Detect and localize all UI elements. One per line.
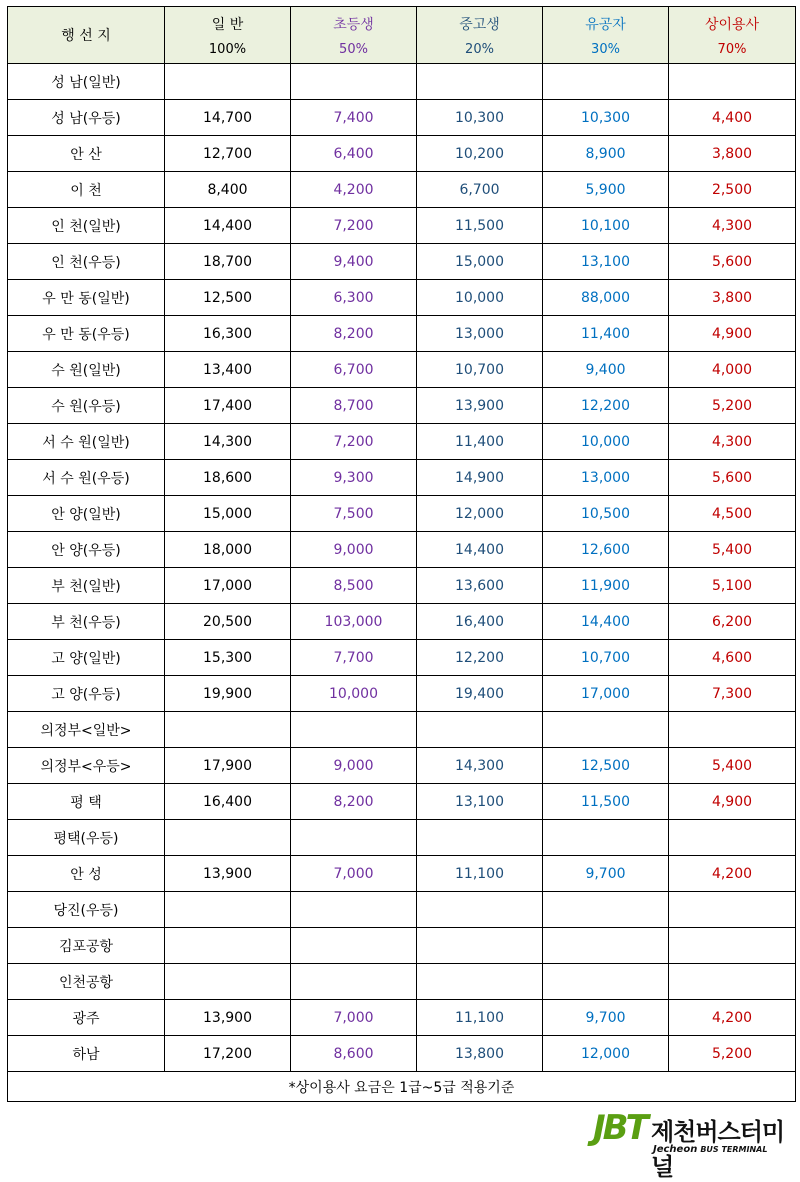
table-row	[8, 928, 796, 964]
fare-cell: 5,900	[543, 172, 669, 208]
fare-cell	[543, 964, 669, 1000]
table-row	[8, 964, 796, 1000]
fare-cell: 2,500	[669, 172, 796, 208]
destination-cell: 안 성	[8, 856, 165, 892]
destination-cell: 성 남(일반)	[8, 64, 165, 100]
header-percent: 20%	[465, 41, 494, 57]
fare-cell: 16,400	[165, 784, 291, 820]
fare-cell	[165, 928, 291, 964]
fare-cell: 9,700	[543, 1000, 669, 1036]
table-row	[8, 172, 796, 208]
fare-cell: 18,000	[165, 532, 291, 568]
fare-cell	[417, 64, 543, 100]
fare-cell: 7,200	[291, 208, 417, 244]
destination-cell: 평택(우등)	[8, 820, 165, 856]
fare-cell	[165, 892, 291, 928]
fare-cell	[669, 64, 796, 100]
fare-cell	[291, 928, 417, 964]
destination-cell: 부 천(우등)	[8, 604, 165, 640]
fare-cell: 5,400	[669, 748, 796, 784]
fare-cell: 3,800	[669, 280, 796, 316]
fare-cell: 11,400	[417, 424, 543, 460]
fare-cell: 19,400	[417, 676, 543, 712]
fare-cell	[669, 964, 796, 1000]
header-percent: 30%	[591, 41, 620, 57]
fare-cell: 11,100	[417, 856, 543, 892]
destination-cell: 안 양(우등)	[8, 532, 165, 568]
fare-cell: 5,400	[669, 532, 796, 568]
destination-cell: 안 양(일반)	[8, 496, 165, 532]
table-row	[8, 676, 796, 712]
destination-cell: 고 양(우등)	[8, 676, 165, 712]
table-row	[8, 136, 796, 172]
fare-cell	[669, 712, 796, 748]
destination-cell: 우 만 동(일반)	[8, 280, 165, 316]
fare-cell: 10,100	[543, 208, 669, 244]
fare-cell: 4,200	[669, 1000, 796, 1036]
header-destination: 행 선 지	[8, 7, 165, 64]
table-row	[8, 640, 796, 676]
fare-cell: 9,000	[291, 532, 417, 568]
fare-cell: 4,300	[669, 424, 796, 460]
fare-cell: 8,900	[543, 136, 669, 172]
fare-table-header	[8, 7, 796, 64]
fare-cell: 17,400	[165, 388, 291, 424]
logo-mark: JBT	[593, 1108, 646, 1148]
fare-cell: 7,500	[291, 496, 417, 532]
fare-cell: 103,000	[291, 604, 417, 640]
footnote: *상이용사 요금은 1급~5급 적용기준	[8, 1072, 796, 1102]
fare-cell: 10,500	[543, 496, 669, 532]
fare-cell: 10,200	[417, 136, 543, 172]
fare-cell: 16,300	[165, 316, 291, 352]
fare-cell: 10,300	[543, 100, 669, 136]
fare-cell: 7,700	[291, 640, 417, 676]
fare-cell: 14,700	[165, 100, 291, 136]
fare-cell: 5,100	[669, 568, 796, 604]
fare-cell: 10,700	[417, 352, 543, 388]
fare-cell: 17,000	[543, 676, 669, 712]
table-row	[8, 280, 796, 316]
fare-cell: 17,900	[165, 748, 291, 784]
fare-cell: 5,200	[669, 1036, 796, 1072]
fare-cell: 10,000	[291, 676, 417, 712]
logo-name: 제천버스터미널	[651, 1118, 785, 1181]
fare-cell: 12,200	[543, 388, 669, 424]
header-label: 초등생	[333, 16, 374, 33]
header-label: 일 반	[211, 16, 244, 33]
fare-cell: 88,000	[543, 280, 669, 316]
fare-cell: 10,300	[417, 100, 543, 136]
fare-cell: 12,500	[165, 280, 291, 316]
fare-cell: 14,300	[417, 748, 543, 784]
fare-cell	[165, 712, 291, 748]
fare-cell	[291, 964, 417, 1000]
fare-cell: 4,200	[669, 856, 796, 892]
fare-cell	[543, 712, 669, 748]
destination-cell: 우 만 동(우등)	[8, 316, 165, 352]
fare-cell: 6,700	[291, 352, 417, 388]
fare-cell: 4,300	[669, 208, 796, 244]
fare-cell: 5,600	[669, 244, 796, 280]
fare-cell: 4,200	[291, 172, 417, 208]
fare-cell	[669, 892, 796, 928]
fare-cell: 7,300	[669, 676, 796, 712]
header-label: 상이용사	[704, 16, 760, 33]
fare-cell: 13,100	[543, 244, 669, 280]
table-row	[8, 424, 796, 460]
table-row	[8, 892, 796, 928]
table-row	[8, 532, 796, 568]
fare-cell	[165, 820, 291, 856]
table-row	[8, 244, 796, 280]
table-row	[8, 100, 796, 136]
table-row	[8, 748, 796, 784]
fare-cell: 12,500	[543, 748, 669, 784]
fare-cell	[669, 820, 796, 856]
destination-cell: 고 양(일반)	[8, 640, 165, 676]
fare-cell: 12,000	[543, 1036, 669, 1072]
destination-cell: 부 천(일반)	[8, 568, 165, 604]
fare-cell: 13,900	[165, 1000, 291, 1036]
fare-table	[7, 6, 796, 1102]
fare-cell: 8,700	[291, 388, 417, 424]
fare-cell: 9,300	[291, 460, 417, 496]
table-row	[8, 64, 796, 100]
fare-cell: 15,000	[417, 244, 543, 280]
fare-cell: 7,000	[291, 856, 417, 892]
fare-cell: 12,200	[417, 640, 543, 676]
fare-cell: 13,000	[417, 316, 543, 352]
fare-cell: 9,700	[543, 856, 669, 892]
table-row	[8, 784, 796, 820]
destination-cell: 광주	[8, 1000, 165, 1036]
fare-cell: 7,400	[291, 100, 417, 136]
fare-cell: 13,900	[165, 856, 291, 892]
fare-cell: 4,900	[669, 784, 796, 820]
fare-cell: 16,400	[417, 604, 543, 640]
fare-cell: 4,000	[669, 352, 796, 388]
fare-cell: 20,500	[165, 604, 291, 640]
table-row	[8, 496, 796, 532]
fare-cell	[291, 820, 417, 856]
fare-cell: 17,000	[165, 568, 291, 604]
fare-cell: 9,000	[291, 748, 417, 784]
logo-english	[653, 1144, 767, 1155]
fare-cell: 14,900	[417, 460, 543, 496]
fare-cell: 13,100	[417, 784, 543, 820]
logo-english-terminal: BUS TERMINAL	[700, 1145, 768, 1154]
fare-cell: 14,400	[543, 604, 669, 640]
destination-cell: 성 남(우등)	[8, 100, 165, 136]
fare-cell: 17,200	[165, 1036, 291, 1072]
fare-cell: 11,100	[417, 1000, 543, 1036]
fare-table-body	[8, 64, 796, 1072]
fare-cell: 6,700	[417, 172, 543, 208]
table-row	[8, 1000, 796, 1036]
header-label: 유공자	[585, 16, 626, 33]
destination-cell: 하남	[8, 1036, 165, 1072]
table-row	[8, 604, 796, 640]
table-row	[8, 856, 796, 892]
fare-cell: 10,000	[543, 424, 669, 460]
destination-cell: 인 천(우등)	[8, 244, 165, 280]
table-row	[8, 208, 796, 244]
fare-cell: 10,000	[417, 280, 543, 316]
destination-cell: 김포공항	[8, 928, 165, 964]
fare-cell: 7,000	[291, 1000, 417, 1036]
fare-cell: 11,400	[543, 316, 669, 352]
fare-cell: 7,200	[291, 424, 417, 460]
fare-cell	[165, 64, 291, 100]
fare-cell: 14,300	[165, 424, 291, 460]
fare-cell	[543, 64, 669, 100]
header-elementary	[291, 7, 417, 64]
fare-cell: 4,500	[669, 496, 796, 532]
fare-cell: 14,400	[417, 532, 543, 568]
header-percent: 70%	[717, 41, 747, 57]
fare-cell	[543, 892, 669, 928]
fare-cell: 18,600	[165, 460, 291, 496]
destination-cell: 인 천(일반)	[8, 208, 165, 244]
fare-cell: 5,200	[669, 388, 796, 424]
fare-cell: 18,700	[165, 244, 291, 280]
table-row	[8, 388, 796, 424]
destination-cell: 평 택	[8, 784, 165, 820]
fare-cell: 8,200	[291, 784, 417, 820]
fare-cell	[417, 892, 543, 928]
fare-cell	[543, 820, 669, 856]
fare-cell: 6,200	[669, 604, 796, 640]
header-label: 중고생	[459, 16, 500, 33]
fare-cell	[669, 928, 796, 964]
fare-cell: 8,400	[165, 172, 291, 208]
terminal-logo	[593, 1108, 793, 1181]
fare-cell: 8,200	[291, 316, 417, 352]
fare-cell: 13,000	[543, 460, 669, 496]
destination-cell: 서 수 원(우등)	[8, 460, 165, 496]
header-veteran	[669, 7, 796, 64]
fare-cell: 8,500	[291, 568, 417, 604]
fare-cell: 6,300	[291, 280, 417, 316]
fare-cell: 5,600	[669, 460, 796, 496]
fare-cell: 12,600	[543, 532, 669, 568]
fare-cell	[543, 928, 669, 964]
fare-cell: 4,600	[669, 640, 796, 676]
fare-cell: 10,700	[543, 640, 669, 676]
destination-cell: 이 천	[8, 172, 165, 208]
table-row	[8, 352, 796, 388]
destination-cell: 의정부<우등>	[8, 748, 165, 784]
fare-cell	[417, 964, 543, 1000]
fare-cell	[417, 712, 543, 748]
fare-cell: 11,500	[417, 208, 543, 244]
table-row	[8, 568, 796, 604]
fare-cell: 6,400	[291, 136, 417, 172]
header-percent: 100%	[208, 41, 247, 57]
header-secondary	[417, 7, 543, 64]
fare-cell: 11,500	[543, 784, 669, 820]
destination-cell: 서 수 원(일반)	[8, 424, 165, 460]
header-general	[165, 7, 291, 64]
fare-cell: 13,600	[417, 568, 543, 604]
fare-cell: 12,000	[417, 496, 543, 532]
fare-cell: 8,600	[291, 1036, 417, 1072]
fare-cell: 12,700	[165, 136, 291, 172]
table-row	[8, 460, 796, 496]
fare-cell: 13,900	[417, 388, 543, 424]
destination-cell: 당진(우등)	[8, 892, 165, 928]
fare-cell: 15,000	[165, 496, 291, 532]
destination-cell: 안 산	[8, 136, 165, 172]
fare-cell: 19,900	[165, 676, 291, 712]
fare-cell	[291, 712, 417, 748]
fare-cell	[165, 964, 291, 1000]
fare-cell: 11,900	[543, 568, 669, 604]
destination-cell: 인천공항	[8, 964, 165, 1000]
fare-cell: 9,400	[291, 244, 417, 280]
destination-cell: 의정부<일반>	[8, 712, 165, 748]
fare-cell: 13,400	[165, 352, 291, 388]
fare-cell	[291, 64, 417, 100]
table-row	[8, 820, 796, 856]
destination-cell: 수 원(일반)	[8, 352, 165, 388]
fare-cell: 4,400	[669, 100, 796, 136]
fare-cell: 13,800	[417, 1036, 543, 1072]
fare-cell: 15,300	[165, 640, 291, 676]
table-row	[8, 316, 796, 352]
header-merit	[543, 7, 669, 64]
fare-cell: 3,800	[669, 136, 796, 172]
fare-cell: 9,400	[543, 352, 669, 388]
destination-cell: 수 원(우등)	[8, 388, 165, 424]
fare-cell	[417, 820, 543, 856]
table-row	[8, 712, 796, 748]
table-row	[8, 1036, 796, 1072]
logo-english-city: Jecheon	[653, 1144, 698, 1155]
fare-cell: 4,900	[669, 316, 796, 352]
header-percent: 50%	[339, 41, 368, 57]
fare-cell	[417, 928, 543, 964]
fare-cell: 14,400	[165, 208, 291, 244]
fare-cell	[291, 892, 417, 928]
